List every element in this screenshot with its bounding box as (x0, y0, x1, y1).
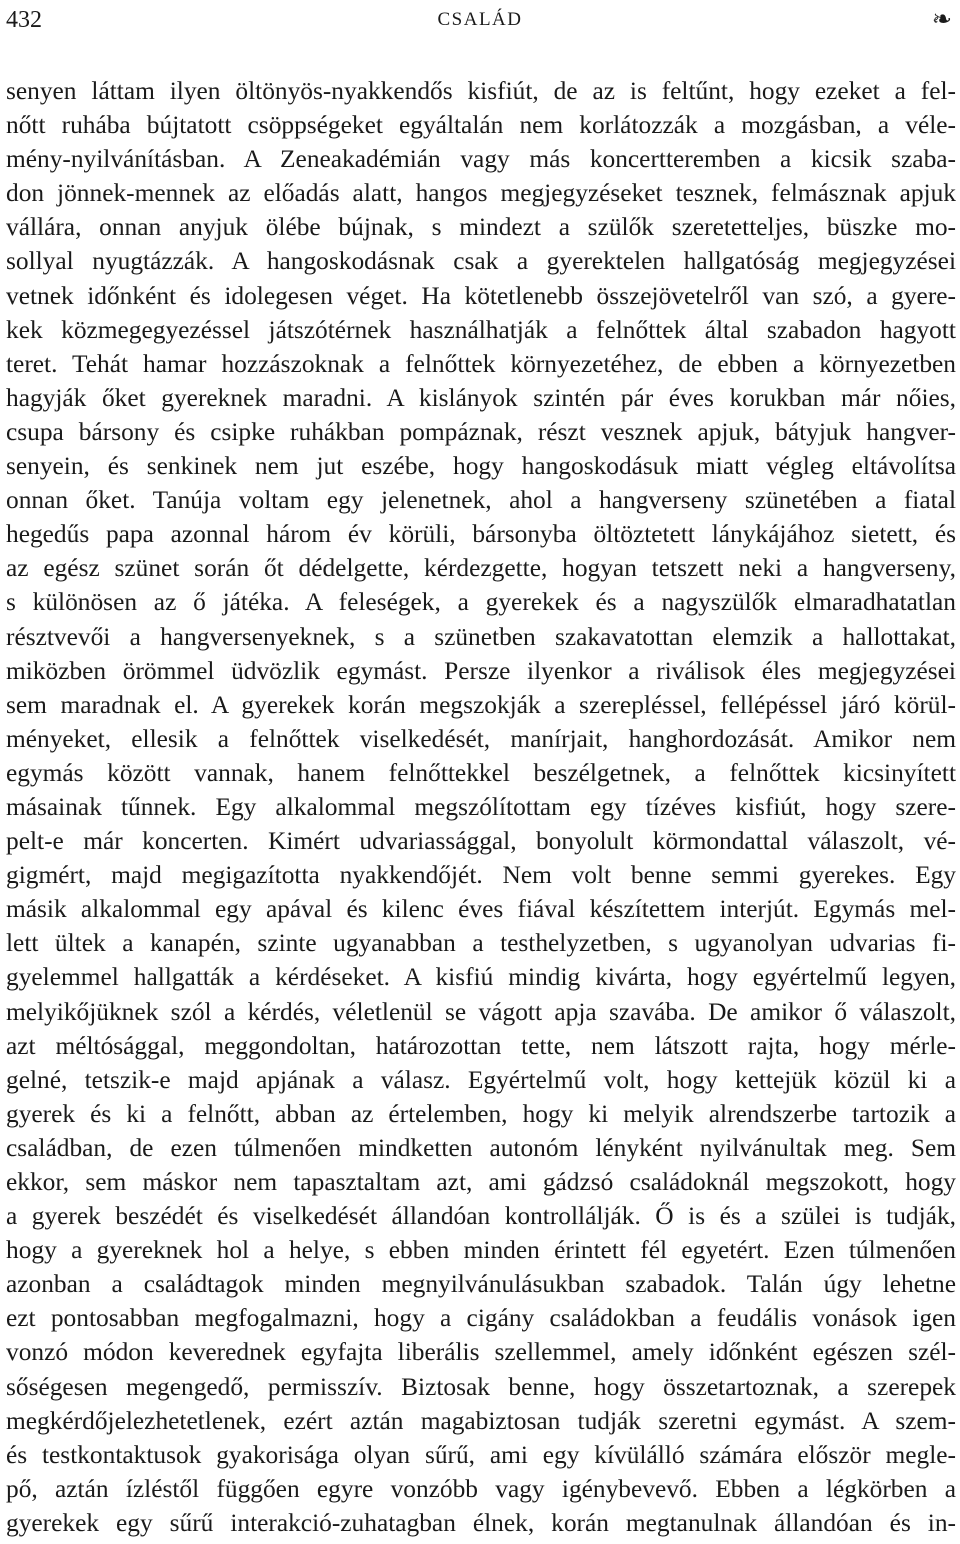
text-line: ekkor, sem máskor nem tapasztaltam azt, ami gádzsó családoknál megszokott, hogy (6, 1168, 956, 1196)
text-line: másik alkalommal egy apával és kilenc éves fiával készítettem interjút. Egymás mel- (6, 895, 956, 924)
text-line: s különösen az ő játéka. A feleségek, a gyerekek és a nagyszülők elmaradhatatlan (6, 588, 956, 617)
text-line: gyerek és ki a felnőtt, abban az értelemben, hogy ki melyik alrendszerbe tartozik a (6, 1099, 956, 1128)
text-line: másainak tűnnek. Egy alkalommal megszólítottam egy tízéves kisfiút, hogy szere- (6, 792, 956, 821)
text-line: azonban a családtagok minden megnyilvánulásukban szabadok. Talán úgy lehetne (6, 1270, 956, 1299)
text-line: teret. Tehát hamar hozzászoknak a felnőttek környezetéhez, de ebben a környezetben (6, 349, 956, 378)
text-line: senyein, és senkinek nem jut eszébe, hogy hangoskodásuk miatt végleg eltávolítsa (6, 452, 956, 481)
text-line: vonzó módon keverednek egyfajta liberális szellemmel, amely időnként egészen szél- (6, 1338, 956, 1367)
text-line: sőségesen megengedő, permisszív. Biztosak benne, hogy összetartoznak, a szerepek (6, 1372, 956, 1401)
text-line: a gyerek beszédét és viselkedését állandóan kontrollálják. Ő is és a szülei is tudják, (6, 1202, 956, 1231)
text-line: sem maradnak el. A gyerekek korán megszokják a szerepléssel, fellépéssel járó körül- (6, 690, 956, 719)
text-line: megkérdőjelezhetetlenek, ezért aztán magabiztosan tudják szeretni egymást. A szem- (6, 1406, 956, 1435)
text-line: egymás között vannak, hanem felnőttekkel beszélgetnek, a felnőttek kicsinyített (6, 758, 956, 787)
body-paragraph (6, 74, 956, 1540)
text-line: az egész szünet során őt dédelgette, kérdezgette, hogyan tetszett neki a hangverseny, (6, 554, 956, 583)
text-line: miközben örömmel üdvözlik egymást. Persze ilyenkor a riválisok éles megjegyzései (6, 656, 956, 685)
text-line: nőtt ruhába bújtatott csöppségeket egyáltalán nem korlátozzák a mozgásban, a véle- (6, 111, 956, 140)
text-line: ezt pontosabban megfogalmazni, hogy a cigány családokban a feudális vonások igen (6, 1304, 956, 1333)
running-head (0, 4, 960, 36)
text-line: gigmért, majd megigazította nyakkendőjét. Nem volt benne semmi gyerekes. Egy (6, 861, 956, 890)
text-line: azt méltósággal, meggondoltan, határozottan tette, nem látszott rajta, hogy mérle- (6, 1031, 956, 1060)
text-line: hogy a gyereknek hol a helye, s ebben minden érintett fél egyetért. Ezen túlmenően (6, 1236, 956, 1265)
text-line: don jönnek-mennek az előadás alatt, hangos megjegyzéseket tesznek, felmásznak apjuk (6, 179, 956, 208)
text-line: mény-nyilvánításban. A Zeneakadémián vagy más koncertteremben a kicsik szaba- (6, 145, 956, 174)
text-line: ményeket, ellesik a felnőttek viselkedését, manírjait, hanghordozását. Amikor nem (6, 724, 956, 753)
text-line: melyikőjüknek szól a kérdés, véletlenül se vágott apja szavába. De amikor ő válaszolt, (6, 997, 956, 1026)
text-line: sollyal nyugtázzák. A hangoskodásnak csak a gyerektelen hallgatóság megjegyzései (6, 247, 956, 276)
text-line: gyelemmel hallgatták a kérdéseket. A kisfiú mindig kivárta, hogy egyértelmű legyen, (6, 963, 956, 992)
text-line: gyerekek egy sűrű interakció-zuhatagban élnek, korán megtanulnak állandóan és in- (6, 1508, 956, 1537)
text-line: kek közmegegyezéssel játszótérnek használhatják a felnőttek által szabadon hagyott (6, 315, 956, 344)
fleuron-ornament-icon: ❧ (931, 7, 952, 33)
text-line: résztvevői a hangversenyeknek, s a szünetben szakavatottan elemzik a hallottakat, (6, 622, 956, 651)
text-line: senyen láttam ilyen öltönyös-nyakkendős kisfiút, de az is feltűnt, hogy ezeket a fel- (6, 77, 956, 105)
text-line: hegedűs papa azonnal három év körüli, bársonyba öltöztetett lánykájához sietett, és (6, 520, 956, 549)
text-line: vállára, onnan anyjuk ölébe bújnak, s mindezt a szülők szeretetteljes, büszke mo- (6, 213, 956, 242)
text-line: pő, aztán ízléstől függően egyre vonzóbb vagy igénybevevő. Ebben a légkörben a (6, 1474, 956, 1503)
text-line: onnan őket. Tanúja voltam egy jelenetnek, ahol a hangverseny szünetében a fiatal (6, 486, 956, 515)
text-line: gelné, tetszik-e majd apjának a válasz. Egyértelmű volt, hogy kettejük közül ki a (6, 1065, 956, 1094)
text-line: családban, de ezen túlmenően mindketten autonóm lényként nyilvánultak meg. Sem (6, 1133, 956, 1162)
page-number: 432 (6, 7, 42, 33)
text-line: és testkontaktusok gyakorisága olyan sűrű, ami egy kívülálló számára először megle- (6, 1440, 956, 1469)
text-line: hagyják őket gyereknek maradni. A kislányok szintén pár éves korukban már nőies, (6, 383, 956, 412)
text-line: lett ültek a kanapén, szinte ugyanabban a testhelyzetben, s ugyanolyan udvarias fi- (6, 929, 956, 958)
text-line: vetnek időnként és idolegesen véget. Ha kötetlenebb összejövetelről van szó, a gyere- (6, 281, 956, 310)
text-line: csupa bársony és csipke ruhákban pompáznak, részt vesznek apjuk, bátyjuk hangver- (6, 417, 956, 446)
running-title: CSALÁD (437, 9, 523, 30)
text-line: pelt-e már koncerten. Kimért udvariassággal, bonyolult körmondattal válaszolt, vé- (6, 827, 956, 856)
